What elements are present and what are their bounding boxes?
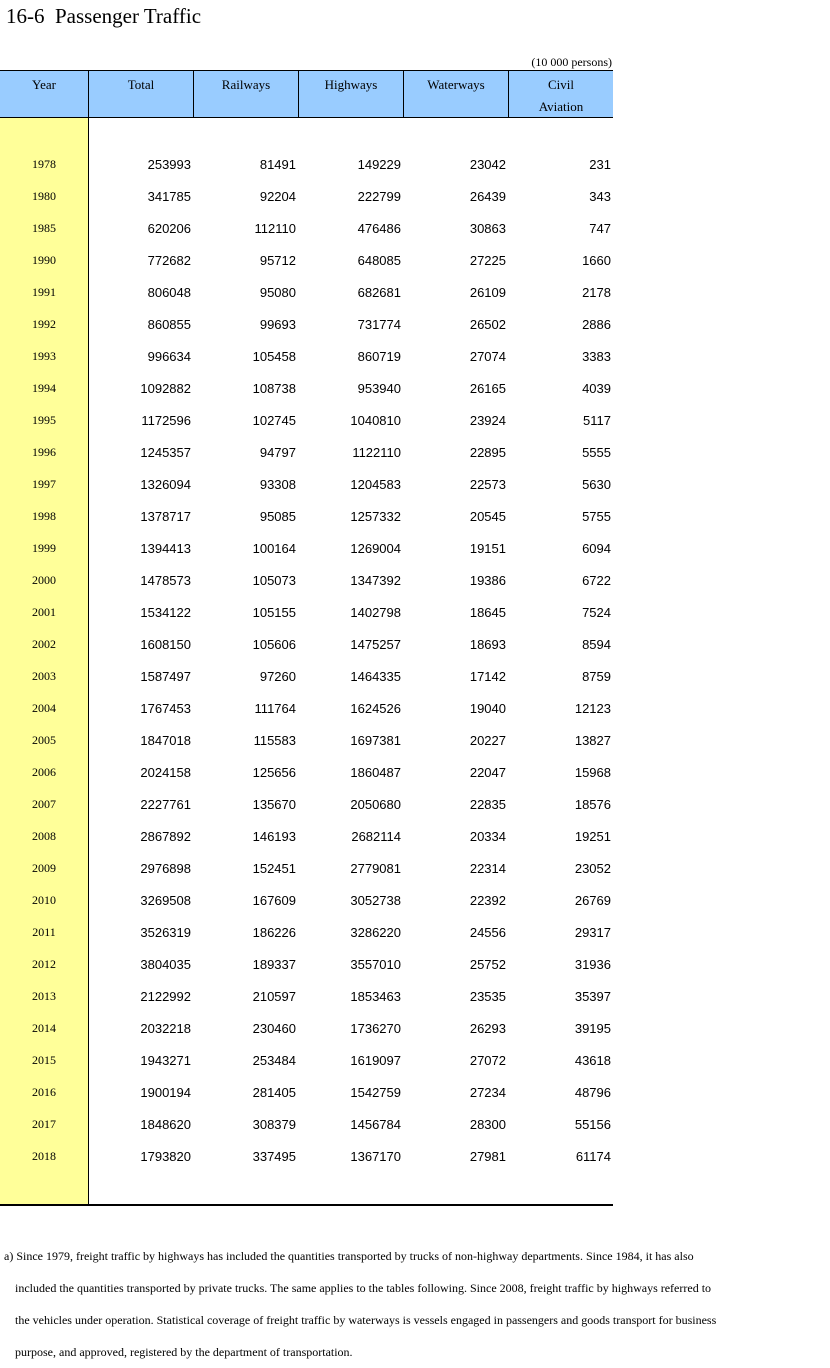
cell-waterways: 30863 <box>469 221 506 236</box>
cell-year: 2003 <box>32 669 56 683</box>
cell-total: 1793820 <box>140 1149 191 1164</box>
cell-year: 2005 <box>32 733 56 747</box>
table-row <box>0 309 613 341</box>
cell-railways: 95080 <box>259 285 296 300</box>
footnotes <box>4 1240 814 1368</box>
table-row <box>0 757 613 789</box>
cell-civil-aviation: 43618 <box>574 1053 611 1068</box>
cell-waterways: 20334 <box>469 829 506 844</box>
table-row <box>0 981 613 1013</box>
cell-total: 2976898 <box>140 861 191 876</box>
table-row <box>0 917 613 949</box>
table-row <box>0 437 613 469</box>
cell-railways: 105606 <box>252 637 296 652</box>
table-row <box>0 661 613 693</box>
cell-highways: 1269004 <box>350 541 401 556</box>
cell-total: 772682 <box>147 253 191 268</box>
cell-year: 2009 <box>32 861 56 875</box>
table-header <box>0 71 613 117</box>
cell-civil-aviation: 3383 <box>582 349 611 364</box>
cell-highways: 1204583 <box>350 477 401 492</box>
cell-year: 2000 <box>32 573 56 587</box>
cell-civil-aviation: 61174 <box>575 1149 611 1164</box>
cell-year: 2016 <box>32 1085 56 1099</box>
cell-civil-aviation: 2886 <box>582 317 611 332</box>
cell-railways: 93308 <box>259 477 296 492</box>
cell-highways: 1367170 <box>350 1149 401 1164</box>
cell-railways: 253484 <box>252 1053 296 1068</box>
cell-railways: 186226 <box>252 925 296 940</box>
cell-waterways: 22835 <box>469 797 506 812</box>
cell-total: 1900194 <box>140 1085 191 1100</box>
cell-total: 996634 <box>147 349 191 364</box>
table-row <box>0 1045 613 1077</box>
cell-railways: 210597 <box>252 989 296 1004</box>
footnote-line: included the quantities transported by private trucks. The same applies to the tables following. Since 2008, freight traffic by highways referred to <box>15 1281 712 1295</box>
cell-railways: 105073 <box>252 573 296 588</box>
cell-highways: 1347392 <box>350 573 401 588</box>
cell-year: 1993 <box>32 349 56 363</box>
cell-total: 341785 <box>147 189 191 204</box>
cell-waterways: 28300 <box>469 1117 506 1132</box>
cell-total: 806048 <box>147 285 191 300</box>
table-row <box>0 949 613 981</box>
cell-civil-aviation: 26769 <box>574 893 611 908</box>
cell-year: 1994 <box>32 381 56 395</box>
header-waterways: Waterways <box>403 71 508 117</box>
cell-waterways: 22314 <box>469 861 506 876</box>
cell-civil-aviation: 5117 <box>583 413 611 428</box>
cell-civil-aviation: 5630 <box>582 477 611 492</box>
cell-civil-aviation: 231 <box>589 157 611 172</box>
cell-civil-aviation: 5555 <box>582 445 611 460</box>
table-row <box>0 693 613 725</box>
cell-total: 2227761 <box>140 797 191 812</box>
cell-highways: 953940 <box>357 381 401 396</box>
cell-railways: 125656 <box>252 765 296 780</box>
cell-total: 1587497 <box>140 669 191 684</box>
cell-year: 1997 <box>32 477 56 491</box>
cell-total: 1848620 <box>140 1117 191 1132</box>
table-row <box>0 149 613 181</box>
table-row <box>0 789 613 821</box>
cell-total: 1478573 <box>140 573 191 588</box>
cell-railways: 102745 <box>252 413 296 428</box>
cell-waterways: 19386 <box>469 573 506 588</box>
cell-waterways: 20545 <box>469 509 506 524</box>
cell-year: 1998 <box>32 509 56 523</box>
cell-waterways: 24556 <box>469 925 506 940</box>
cell-year: 1978 <box>32 157 56 171</box>
header-total: Total <box>88 71 193 117</box>
cell-highways: 1542759 <box>350 1085 401 1100</box>
cell-total: 3269508 <box>140 893 191 908</box>
cell-waterways: 19151 <box>469 541 506 556</box>
table-row <box>0 213 613 245</box>
cell-civil-aviation: 1660 <box>582 253 611 268</box>
cell-civil-aviation: 747 <box>589 221 611 236</box>
cell-civil-aviation: 31936 <box>574 957 611 972</box>
cell-highways: 1624526 <box>350 701 401 716</box>
table-row <box>0 597 613 629</box>
cell-year: 2014 <box>32 1021 56 1035</box>
cell-year: 2008 <box>32 829 56 843</box>
header-civil-line1: Civil <box>547 77 574 92</box>
cell-year: 2017 <box>32 1117 56 1131</box>
table-row <box>0 853 613 885</box>
cell-year: 2007 <box>32 797 56 811</box>
cell-waterways: 22392 <box>469 893 506 908</box>
cell-total: 1394413 <box>140 541 191 556</box>
cell-highways: 2682114 <box>351 829 401 844</box>
cell-railways: 230460 <box>252 1021 296 1036</box>
cell-total: 1534122 <box>140 605 191 620</box>
table-row <box>0 501 613 533</box>
cell-railways: 100164 <box>252 541 296 556</box>
cell-railways: 308379 <box>252 1117 296 1132</box>
cell-civil-aviation: 55156 <box>574 1117 611 1132</box>
cell-civil-aviation: 23052 <box>574 861 611 876</box>
table-row <box>0 405 613 437</box>
cell-railways: 167609 <box>252 893 296 908</box>
cell-railways: 105458 <box>252 349 296 364</box>
cell-waterways: 26439 <box>469 189 506 204</box>
cell-waterways: 27072 <box>469 1053 506 1068</box>
cell-railways: 152451 <box>252 861 296 876</box>
cell-waterways: 22573 <box>469 477 506 492</box>
cell-year: 1991 <box>32 285 56 299</box>
cell-waterways: 27234 <box>469 1085 506 1100</box>
cell-total: 1847018 <box>140 733 191 748</box>
cell-highways: 476486 <box>357 221 401 236</box>
cell-waterways: 20227 <box>469 733 506 748</box>
cell-civil-aviation: 29317 <box>574 925 611 940</box>
table-row <box>0 885 613 917</box>
cell-highways: 1122110 <box>352 445 401 460</box>
cell-year: 2011 <box>32 925 56 939</box>
cell-total: 1378717 <box>140 509 191 524</box>
cell-waterways: 27981 <box>469 1149 506 1164</box>
table-row <box>0 629 613 661</box>
cell-total: 1172596 <box>141 413 191 428</box>
cell-year: 1999 <box>32 541 56 555</box>
cell-total: 2867892 <box>140 829 191 844</box>
cell-civil-aviation: 15968 <box>574 765 611 780</box>
table-bottom-rule <box>0 1204 613 1206</box>
cell-total: 860855 <box>147 317 191 332</box>
cell-railways: 99693 <box>259 317 296 332</box>
cell-year: 1996 <box>32 445 56 459</box>
cell-total: 3804035 <box>140 957 191 972</box>
table-row <box>0 821 613 853</box>
cell-highways: 731774 <box>357 317 401 332</box>
cell-year: 2013 <box>32 989 56 1003</box>
table-row <box>0 1077 613 1109</box>
cell-highways: 1040810 <box>350 413 401 428</box>
cell-waterways: 17142 <box>469 669 506 684</box>
cell-civil-aviation: 2178 <box>582 285 611 300</box>
cell-total: 2024158 <box>140 765 191 780</box>
header-highways: Highways <box>298 71 403 117</box>
cell-waterways: 26109 <box>469 285 506 300</box>
cell-waterways: 23042 <box>469 157 506 172</box>
cell-highways: 3286220 <box>350 925 401 940</box>
cell-waterways: 26293 <box>469 1021 506 1036</box>
cell-year: 1990 <box>32 253 56 267</box>
cell-waterways: 26502 <box>469 317 506 332</box>
header-civil-aviation <box>508 71 613 117</box>
table-row <box>0 565 613 597</box>
cell-total: 1767453 <box>140 701 191 716</box>
table-row <box>0 469 613 501</box>
cell-year: 1980 <box>32 189 56 203</box>
cell-year: 2001 <box>32 605 56 619</box>
cell-waterways: 22895 <box>469 445 506 460</box>
cell-total: 2032218 <box>140 1021 191 1036</box>
cell-highways: 2779081 <box>350 861 401 876</box>
cell-railways: 97260 <box>259 669 296 684</box>
cell-railways: 92204 <box>259 189 296 204</box>
cell-highways: 222799 <box>357 189 401 204</box>
cell-highways: 1464335 <box>350 669 401 684</box>
table-body <box>0 149 613 1173</box>
cell-civil-aviation: 39195 <box>574 1021 611 1036</box>
cell-total: 1943271 <box>140 1053 191 1068</box>
cell-year: 2018 <box>32 1149 56 1163</box>
cell-civil-aviation: 18576 <box>574 797 611 812</box>
cell-civil-aviation: 13827 <box>574 733 611 748</box>
table-row <box>0 1109 613 1141</box>
cell-highways: 1736270 <box>350 1021 401 1036</box>
table-row <box>0 1013 613 1045</box>
cell-civil-aviation: 343 <box>589 189 611 204</box>
cell-civil-aviation: 8594 <box>582 637 611 652</box>
cell-civil-aviation: 12123 <box>574 701 611 716</box>
table-row <box>0 533 613 565</box>
cell-highways: 3557010 <box>350 957 401 972</box>
cell-year: 2015 <box>32 1053 56 1067</box>
cell-civil-aviation: 4039 <box>582 381 611 396</box>
cell-railways: 105155 <box>252 605 296 620</box>
cell-highways: 1475257 <box>350 637 401 652</box>
cell-civil-aviation: 48796 <box>574 1085 611 1100</box>
footnote-line: purpose, and approved, registered by the department of transportation. <box>15 1345 353 1359</box>
cell-highways: 1860487 <box>350 765 401 780</box>
cell-civil-aviation: 6094 <box>582 541 611 556</box>
cell-highways: 1257332 <box>350 509 401 524</box>
header-year: Year <box>32 77 56 92</box>
table-row <box>0 1141 613 1173</box>
cell-year: 2012 <box>32 957 56 971</box>
cell-total: 3526319 <box>140 925 191 940</box>
cell-highways: 1853463 <box>350 989 401 1004</box>
cell-year: 2002 <box>32 637 56 651</box>
cell-total: 1326094 <box>140 477 191 492</box>
cell-waterways: 27074 <box>469 349 506 364</box>
cell-year: 1985 <box>32 221 56 235</box>
cell-highways: 2050680 <box>350 797 401 812</box>
cell-railways: 94797 <box>259 445 296 460</box>
cell-total: 1092882 <box>140 381 191 396</box>
cell-year: 1992 <box>32 317 56 331</box>
cell-civil-aviation: 7524 <box>582 605 611 620</box>
cell-highways: 149229 <box>357 157 401 172</box>
cell-total: 1608150 <box>140 637 191 652</box>
cell-total: 253993 <box>147 157 191 172</box>
table-row <box>0 341 613 373</box>
cell-railways: 111764 <box>254 701 296 716</box>
cell-year: 2006 <box>32 765 56 779</box>
cell-total: 2122992 <box>140 989 191 1004</box>
cell-waterways: 23924 <box>469 413 506 428</box>
cell-railways: 95085 <box>259 509 296 524</box>
footnote-line: a) Since 1979, freight traffic by highways has included the quantities transported by trucks of non-highway departments. Since 1984, it has also <box>4 1249 694 1263</box>
header-civil-line2: Aviation <box>538 99 584 114</box>
cell-civil-aviation: 8759 <box>582 669 611 684</box>
page-title: 16-6 Passenger Traffic <box>6 4 202 28</box>
header-railways: Railways <box>193 71 298 117</box>
table-row <box>0 373 613 405</box>
cell-railways: 135670 <box>252 797 296 812</box>
cell-waterways: 19040 <box>469 701 506 716</box>
cell-civil-aviation: 35397 <box>574 989 611 1004</box>
cell-waterways: 26165 <box>469 381 506 396</box>
header-bottom-rule <box>0 117 613 118</box>
cell-highways: 682681 <box>357 285 401 300</box>
cell-waterways: 22047 <box>469 765 506 780</box>
table-row <box>0 245 613 277</box>
cell-railways: 112110 <box>254 221 296 236</box>
cell-highways: 1456784 <box>350 1117 401 1132</box>
cell-waterways: 25752 <box>469 957 506 972</box>
cell-railways: 95712 <box>259 253 296 268</box>
cell-total: 1245357 <box>140 445 191 460</box>
cell-railways: 146193 <box>252 829 296 844</box>
cell-railways: 108738 <box>252 381 296 396</box>
cell-total: 620206 <box>147 221 191 236</box>
cell-year: 2010 <box>32 893 56 907</box>
cell-highways: 648085 <box>357 253 401 268</box>
cell-waterways: 23535 <box>469 989 506 1004</box>
cell-year: 2004 <box>32 701 56 715</box>
cell-highways: 1619097 <box>350 1053 401 1068</box>
cell-civil-aviation: 19251 <box>574 829 611 844</box>
cell-highways: 1697381 <box>350 733 401 748</box>
cell-civil-aviation: 6722 <box>582 573 611 588</box>
cell-waterways: 18693 <box>469 637 506 652</box>
cell-civil-aviation: 5755 <box>582 509 611 524</box>
table-row <box>0 181 613 213</box>
cell-highways: 3052738 <box>350 893 401 908</box>
unit-label: (10 000 persons) <box>531 55 612 69</box>
cell-highways: 860719 <box>357 349 401 364</box>
cell-railways: 115583 <box>253 733 296 748</box>
cell-railways: 189337 <box>252 957 296 972</box>
cell-waterways: 27225 <box>469 253 506 268</box>
cell-railways: 281405 <box>252 1085 296 1100</box>
table-row <box>0 725 613 757</box>
cell-railways: 81491 <box>259 157 296 172</box>
footnote-line: the vehicles under operation. Statistical coverage of freight traffic by waterways is vessels engaged in passengers and goods transport for business <box>15 1313 717 1327</box>
cell-highways: 1402798 <box>350 605 401 620</box>
cell-railways: 337495 <box>252 1149 296 1164</box>
cell-waterways: 18645 <box>469 605 506 620</box>
cell-year: 1995 <box>32 413 56 427</box>
table-row <box>0 277 613 309</box>
